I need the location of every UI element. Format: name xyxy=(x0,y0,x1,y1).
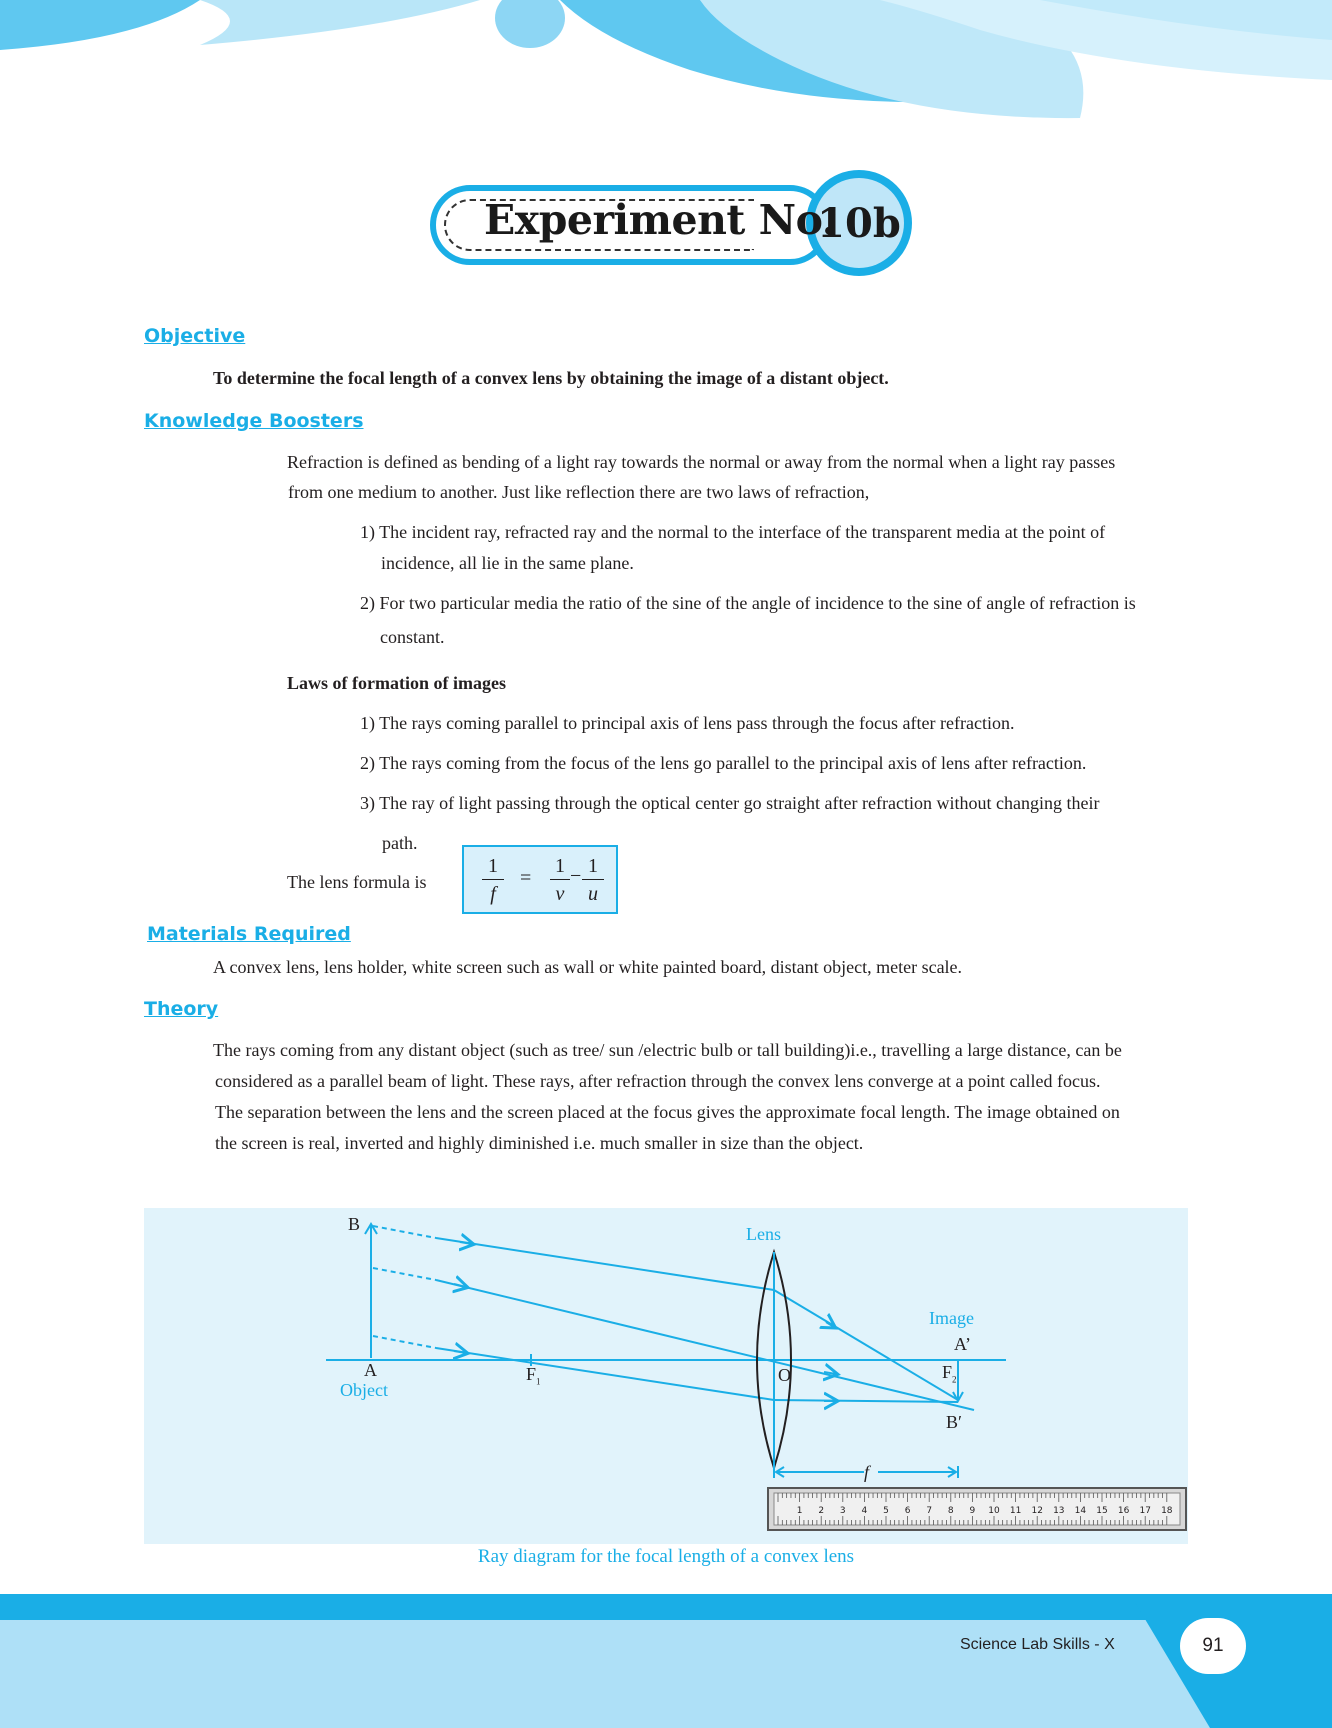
materials-heading: Materials Required xyxy=(147,923,351,945)
objective-text: To determine the focal length of a convex lens by obtaining the image of a distant object. xyxy=(213,368,889,388)
header-decoration xyxy=(0,0,1332,130)
refraction-law-2: 2) For two particular media the ratio of the sine of the angle of incidence to the sine of angle of refraction is xyxy=(360,593,1136,613)
label-lens: Lens xyxy=(746,1224,781,1244)
ruler-number: 7 xyxy=(926,1506,933,1516)
ruler-number: 15 xyxy=(1096,1506,1108,1516)
ruler-number: 16 xyxy=(1117,1506,1130,1516)
formula-t2-den: u xyxy=(588,883,598,905)
ruler-number: 14 xyxy=(1074,1506,1087,1516)
page-number: 91 xyxy=(1180,1618,1246,1674)
theory-line-1: The rays coming from any distant object (such as tree/ sun /electric bulb or tall building)i.e., travelling a large distance, can be xyxy=(213,1040,1122,1060)
knowledge-heading: Knowledge Boosters xyxy=(144,410,364,432)
ruler-number: 6 xyxy=(904,1506,911,1516)
ruler-number: 3 xyxy=(839,1506,846,1516)
knowledge-intro-1: Refraction is defined as bending of a light ray towards the normal or away from the normal when a light ray passes xyxy=(287,452,1116,472)
formula-t1-den: v xyxy=(555,883,565,905)
image-laws-heading: Laws of formation of images xyxy=(287,673,506,693)
label-b-prime: B′ xyxy=(946,1412,962,1432)
ruler-number: 18 xyxy=(1161,1506,1173,1516)
lens-formula-box xyxy=(462,845,618,914)
image-law-3-cont: path. xyxy=(382,833,418,853)
image-law-3: 3) The ray of light passing through the optical center go straight after refraction without changing their xyxy=(360,793,1100,813)
ray-1 xyxy=(436,1238,774,1290)
lens-formula-label: The lens formula is xyxy=(287,872,427,892)
refraction-law-1: 1) The incident ray, refracted ray and the normal to the interface of the transparent media at the point of xyxy=(360,522,1106,542)
ruler-number: 5 xyxy=(883,1506,889,1516)
ruler-number: 1 xyxy=(796,1506,803,1516)
label-f1: $F_1$ xyxy=(526,1364,541,1387)
experiment-number: 10b xyxy=(817,200,901,247)
ruler-number: 11 xyxy=(1009,1506,1022,1516)
theory-line-2: considered as a parallel beam of light. These rays, after refraction through the convex lens converge at a point called focus. xyxy=(215,1071,1101,1091)
materials-text: A convex lens, lens holder, white screen such as wall or white painted board, distant object, meter scale. xyxy=(213,957,963,977)
ruler-number: 9 xyxy=(969,1506,976,1516)
formula-t2-num: 1 xyxy=(582,853,604,880)
refraction-law-2-cont: constant. xyxy=(380,627,445,647)
book-title: Science Lab Skills - X xyxy=(960,1636,1115,1653)
formula-equals: = xyxy=(520,867,532,889)
figure-caption: Ray diagram for the focal length of a convex lens xyxy=(477,1546,855,1567)
label-b: B xyxy=(348,1214,361,1234)
formula-lhs-num: 1 xyxy=(482,853,504,880)
knowledge-intro-2: from one medium to another. Just like reflection there are two laws of refraction, xyxy=(288,482,870,502)
image-law-1: 1) The rays coming parallel to principal axis of lens pass through the focus after refraction. xyxy=(360,713,1015,733)
label-a-prime: A’ xyxy=(954,1334,971,1354)
label-image: Image xyxy=(929,1308,974,1328)
ruler-number: 12 xyxy=(1031,1506,1043,1516)
theory-line-3: The separation between the lens and the screen placed at the focus gives the approximate focal length. The image obtained on xyxy=(215,1102,1120,1122)
formula-t1-num: 1 xyxy=(550,853,570,880)
ruler-number: 8 xyxy=(947,1506,954,1516)
ray-3 xyxy=(436,1348,774,1400)
ruler-number: 13 xyxy=(1053,1506,1065,1516)
theory-heading: Theory xyxy=(144,998,219,1020)
label-optical-center: O xyxy=(778,1365,791,1385)
ruler-number: 10 xyxy=(988,1506,1000,1516)
image-law-2: 2) The rays coming from the focus of the lens go parallel to the principal axis of lens after refraction. xyxy=(360,753,1087,773)
ray-diagram xyxy=(144,1208,1188,1544)
ruler-number: 4 xyxy=(861,1506,868,1516)
label-f2: $F_2$ xyxy=(942,1362,957,1385)
label-object: Object xyxy=(340,1380,388,1400)
ray-2 xyxy=(436,1280,974,1410)
label-focal-length: f xyxy=(864,1462,870,1482)
page-title: Experiment No. xyxy=(484,196,836,244)
label-a: A xyxy=(364,1360,377,1380)
refraction-law-1-cont: incidence, all lie in the same plane. xyxy=(381,553,634,573)
formula-minus: − xyxy=(570,865,582,887)
objective-heading: Objective xyxy=(144,325,246,347)
formula-lhs-den: f xyxy=(490,883,496,905)
ruler-number: 2 xyxy=(818,1506,825,1516)
theory-line-4: the screen is real, inverted and highly diminished i.e. much smaller in size than the object. xyxy=(215,1133,864,1153)
ruler-number: 17 xyxy=(1139,1506,1151,1516)
